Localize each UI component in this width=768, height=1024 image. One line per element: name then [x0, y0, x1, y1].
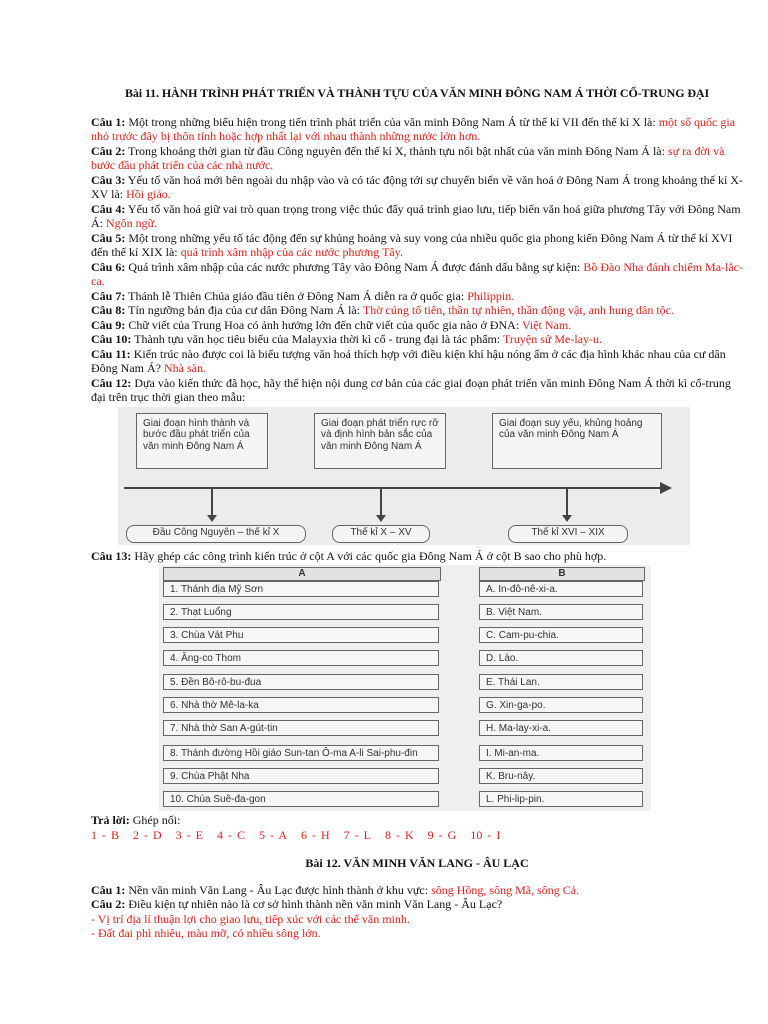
- matching-table: [159, 565, 651, 811]
- timeline-drop-arrow-3: [566, 488, 568, 520]
- timeline-drop-arrow-2: [380, 488, 382, 520]
- answer-label: Trả lời:: [91, 813, 130, 827]
- lesson-12-title: Bài 12. VĂN MINH VĂN LANG - ÂU LẠC: [305, 856, 529, 870]
- column-a-item: 7. Nhà thờ San A-gút-tin: [163, 720, 439, 736]
- column-a-item: 2. Thạt Luổng: [163, 604, 439, 620]
- column-a-item: 1. Thánh địa Mỹ Sơn: [163, 581, 439, 597]
- question-4: [91, 202, 743, 231]
- column-b-item: G. Xin-ga-po.: [479, 697, 643, 713]
- question-text: Yếu tố văn hoá mới bên ngoài du nhập vào và có tác động tới sự chuyển biến về văn hoá ở Đông Nam Á trong khoảng thế kỉ X- XV là:: [91, 172, 743, 201]
- column-b-item: E. Thái Lan.: [479, 674, 643, 690]
- question-text: Yếu tố văn hoá giữ vai trò quan trọng trong việc thúc đẩy quá trình giao lưu, tiếp biến văn hoá giữa phương Tây với Đông Nam Á:: [91, 201, 741, 230]
- timeline-drop-arrow-1: [211, 488, 213, 520]
- question-label: Câu 10:: [91, 332, 132, 346]
- lesson-12-answer-1: - Vị trí địa lí thuận lợi cho giao lưu, tiếp xúc với các thế văn minh.: [91, 911, 410, 926]
- answer-pair: 2 - D: [133, 827, 162, 842]
- question-label: Câu 1:: [91, 114, 126, 129]
- answer-pair: 7 - L: [343, 827, 371, 842]
- question-1: [91, 115, 743, 144]
- question-label: Câu 4:: [91, 201, 126, 216]
- question-answer: sông Hồng, sông Mã, sông Cả.: [431, 882, 580, 897]
- question-answer: một số quốc gia nhỏ trước đây bị thôn tính hoặc hợp nhất lại với nhau thành những nước lớn hơn.: [91, 114, 736, 143]
- lesson-11-title: Bài 11. HÀNH TRÌNH PHÁT TRIỂN VÀ THÀNH TỰU CỦA VĂN MINH ĐÔNG NAM Á THỜI CỔ-TRUNG ĐẠI: [124, 86, 710, 100]
- question-answer: sự ra đời và bước đầu phát triển của các nhà nước.: [91, 143, 725, 172]
- question-6: [91, 260, 743, 289]
- question-label: Câu 3:: [91, 172, 126, 187]
- column-b-item: H. Ma-lay-xi-a.: [479, 720, 643, 736]
- question-text: Dựa vào kiến thức đã học, hãy thể hiện nội dung cơ bản của các giai đoạn phát triển văn minh Đông Nam Á thời kì cổ-trung đại trên trục thời gian theo mẫu:: [91, 375, 731, 404]
- column-a-item: 4. Ăng-co Thom: [163, 650, 439, 666]
- question-text: Điều kiện tự nhiên nào là cơ sở hình thành nền văn minh Văn Lang - Âu Lạc?: [125, 897, 503, 911]
- question-5: [91, 231, 743, 260]
- column-b-item: K. Bru-nây.: [479, 768, 643, 784]
- answer-pair: 5 - A: [259, 827, 287, 842]
- answer-pair: 9 - G: [427, 827, 457, 842]
- question-text: Tín ngưỡng bản địa của cư dân Đông Nam Á là:: [125, 303, 363, 317]
- question-label: Câu 13:: [91, 548, 132, 563]
- column-b-item: L. Phi-lip-pin.: [479, 791, 643, 807]
- question-text: Hãy ghép các công trình kiến trúc ở cột A với các quốc gia Đông Nam Á ở cột B sao cho phù hợp.: [131, 548, 607, 563]
- timeline-stage-3-box: Giai đoạn suy yếu, khủng hoảng của văn minh Đông Nam Á: [492, 413, 662, 469]
- answer-pair: 1 - B: [91, 827, 119, 842]
- document-page: [91, 86, 743, 941]
- answer-pairs: [91, 828, 743, 843]
- question-text: Thành tựu văn học tiêu biểu của Malayxia thời kì cổ - trung đại là tác phẩm:: [131, 332, 503, 346]
- question-label: Câu 9:: [91, 317, 126, 332]
- question-text: Thánh lễ Thiên Chúa giáo đầu tiên ở Đông Nam Á diễn ra ở quốc gia:: [125, 288, 468, 303]
- column-a-item: 6. Nhà thờ Mê-la-ka: [163, 697, 439, 713]
- timeline-axis: [124, 487, 662, 489]
- question-text: Nền văn minh Văn Lang - Âu Lạc được hình thành ở khu vực:: [125, 882, 432, 897]
- question-answer: Nhà sàn.: [163, 361, 206, 375]
- question-12: [91, 376, 743, 405]
- timeline-period-3: Thế kỉ XVI – XIX: [508, 525, 628, 543]
- question-label: Câu 2:: [91, 143, 126, 158]
- question-7: [91, 289, 743, 304]
- answer-line: [91, 813, 743, 828]
- question-answer: Philippin.: [467, 288, 515, 303]
- question-text: Một trong những biểu hiện trong tiến trình phát triển của văn minh Đông Nam Á từ thế kỉ VII đến thế kỉ X là:: [125, 114, 659, 129]
- question-answer: Bồ Đào Nha đánh chiếm Ma-lắc-ca.: [91, 259, 743, 288]
- question-3: [91, 173, 743, 202]
- answer-pair: 10 - I: [470, 827, 501, 842]
- question-label: Câu 1:: [91, 882, 126, 897]
- lesson-12-question-2: [91, 897, 743, 912]
- question-2: [91, 144, 743, 173]
- lesson-12-question-1: [91, 883, 743, 898]
- column-b-item: B. Việt Nam.: [479, 604, 643, 620]
- timeline-figure: [118, 407, 690, 545]
- column-b-item: C. Cam-pu-chia.: [479, 627, 643, 643]
- question-label: Câu 8:: [91, 303, 126, 317]
- timeline-arrowhead: [660, 482, 672, 494]
- timeline-period-2: Thế kỉ X – XV: [332, 525, 430, 543]
- question-answer: Thờ cúng tổ tiên, thần tự nhiên, thần động vật, anh hung dân tộc.: [362, 303, 674, 317]
- timeline-stage-2-box: Giai đoạn phát triển rực rỡ và định hình bản sắc của văn minh Đông Nam Á: [314, 413, 446, 469]
- question-answer: Việt Nam.: [521, 317, 572, 332]
- lesson-12-answer-2: - Đất đai phì nhiêu, màu mỡ, có nhiều sông lớn.: [91, 926, 321, 940]
- column-b-item: I. Mi-an-ma.: [479, 745, 643, 761]
- column-b-header: B: [479, 567, 645, 581]
- question-13: [91, 549, 743, 564]
- question-answer: quá trình xâm nhập của các nước phương Tây.: [180, 245, 403, 259]
- question-answer: Hồi giáo.: [126, 187, 171, 201]
- answer-pair: 4 - C: [217, 827, 245, 842]
- column-a-header: A: [163, 567, 441, 581]
- question-text: Một trong những yếu tố tác động đến sự khủng hoảng và suy vong của nhiều quốc gia phong kiến Đông Nam Á từ thế kỉ XVI đến thế kỉ XIX là:: [91, 230, 733, 259]
- question-9: [91, 318, 743, 333]
- lesson-11-questions: [91, 115, 743, 405]
- timeline-stage-1-box: Giai đoạn hình thành và bước đầu phát triển của văn minh Đông Nam Á: [136, 413, 268, 469]
- question-label: Câu 6:: [91, 259, 126, 274]
- question-text: Chữ viết của Trung Hoa có ảnh hưởng lớn đến chữ viết của quốc gia nào ở ĐNA:: [125, 317, 522, 332]
- question-11: [91, 347, 743, 376]
- timeline-period-1: Đầu Công Nguyên – thế kỉ X: [126, 525, 306, 543]
- question-label: Câu 7:: [91, 288, 126, 303]
- question-text: Kiến trúc nào được coi là biểu tượng văn hoá thích hợp với điều kiện khí hậu nóng ẩm ở các địa hình khác nhau của cư dân Đông Nam Á?: [91, 346, 726, 375]
- question-answer: Ngôn ngữ.: [106, 216, 158, 230]
- question-label: Câu 2:: [91, 897, 126, 911]
- answer-pair: 8 - K: [385, 827, 414, 842]
- question-label: Câu 12:: [91, 375, 132, 390]
- column-a-item: 9. Chùa Phật Nha: [163, 768, 439, 784]
- answer-pair: 3 - E: [175, 827, 203, 842]
- column-b-item: D. Lào.: [479, 650, 643, 666]
- column-a-item: 8. Thánh đường Hồi giáo Sun-tan Ô-ma A-li Sai-phu-đin: [163, 745, 439, 761]
- question-10: [91, 332, 743, 347]
- question-label: Câu 5:: [91, 230, 126, 245]
- column-a-item: 3. Chùa Vát Phu: [163, 627, 439, 643]
- question-answer: Truyện sử Me-lay-u.: [502, 332, 603, 346]
- answer-pair: 6 - H: [301, 827, 330, 842]
- column-a-item: 10. Chùa Suê-đa-gon: [163, 791, 439, 807]
- column-b-item: A. In-đô-nê-xi-a.: [479, 581, 643, 597]
- question-text: Quá trình xâm nhập của các nước phương Tây vào Đông Nam Á được đánh dấu bằng sự kiện:: [125, 259, 584, 274]
- question-8: [91, 303, 743, 318]
- question-label: Câu 11:: [91, 346, 131, 361]
- question-text: Trong khoảng thời gian từ đầu Công nguyên đến thế kỉ X, thành tựu nổi bật nhất của văn minh Đông Nam Á là:: [125, 143, 668, 158]
- column-a-item: 5. Đền Bô-rô-bu-đua: [163, 674, 439, 690]
- answer-intro: Ghép nối:: [129, 813, 181, 827]
